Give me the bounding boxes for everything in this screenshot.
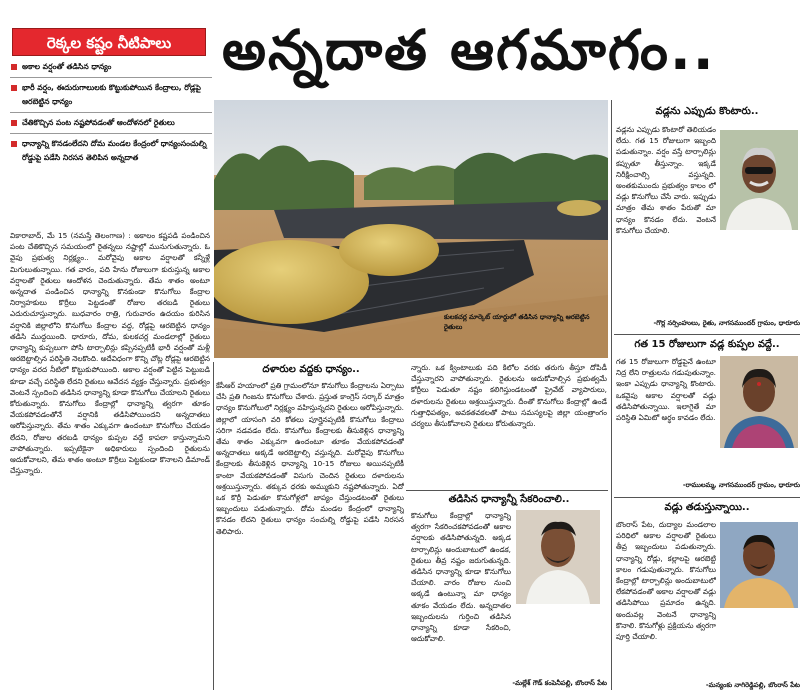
highlight-bullets	[10, 60, 212, 171]
farmer-portrait	[516, 510, 600, 604]
section-divider	[614, 497, 800, 498]
farmer-portrait	[720, 356, 798, 448]
farmer-portrait	[720, 130, 798, 230]
sidebar-caption-1: -గొర్ల నర్సింహులు, రైతు, నాగసముందర్ గ్రామం, ధారూరు	[653, 319, 800, 327]
sidebar-body-3: బొంరాస్ పేట, దుద్యాల మండలాల పరిధిలో అకాల వర్షాలతో రైతులు తీవ్ర ఇబ్బందులు పడుతున్నారు. ధాన్యాన్ని రోడ్లు, కల్లాలపై ఆరబెట్టి కాలం గడుపుతున్నారు. కొనుగోలు కేంద్రాల్లో టార్పాలిన్లు అందుబాటులో లేకపోవడంతో అకాల వర్షాలతో వడ్లు తడిసిపోయి ప్రమాదం ఉన్నది. అందువల్ల వెంటనే ధాన్యాన్ని కొనాలి. కొనుగోళ్లు ప్రక్రియను త్వరగా పూర్తి చేయాలి.	[616, 520, 716, 642]
sidebar-title-3: వడ్లు తడుస్తున్నాయి..	[664, 502, 750, 513]
column-divider	[213, 362, 214, 690]
sidebar-caption-2: -రాములమ్మ, నాగసముందర్ గ్రామం, ధారూరు	[682, 481, 800, 489]
sidebar-body-1: వడ్లను ఎప్పుడు కొంటారో తెలియడం లేదు. గత 15 రోజులుగా ఇబ్బంది పడుతున్నాం. వర్షం వస్తే టార్పాలిన్లు కప్పుతూ తీస్తున్నాం. ఇక్కడే నిరీక్షించాల్సి వస్తున్నది. అంతకుముందు ప్రభుత్వం కాలం లో వడ్లు కొనుగోలు చేసే వారు. ఇప్పుడు మాత్రం తేమ శాతం పేరుతో మా ధాన్యం కొనడం లేదు. వెంటనే కొనుగోలు చేయాలి.	[616, 125, 716, 235]
middle-column-2: న్నారు. ఒక క్వింటాలుకు పది కిలోల వరకు తరుగు తీస్తూ దోపిడీ చేస్తున్నారని వాపోతున్నారు. రైతులను ఆదుకోవాల్సిన ప్రభుత్వమే కోర్రీలు పెడుతూ నష్టం కలిగిస్తుండటంతో ప్రైవేట్ వ్యాపారులు, దళారులను రైతులు ఆశ్రయిస్తున్నారు. దీంతో కొనుగోలు కేంద్రాల్లో ఉండే గుత్తాధిపత్యం, అవకతవకలతో పాటు సమస్యలపై జిల్లా యంత్రాంగం చర్యలు తీసుకోవాలని రైతులు కోరుతున్నారు.	[411, 363, 607, 429]
middle-subhead: దళారుల వద్దకు ధాన్యం..	[262, 364, 360, 375]
page-headline: అన్నదాత ఆగమాగం..	[222, 18, 716, 82]
bullet-item: ధాన్యాన్ని కొనడంలేదని దోమ మండల కేంద్రంలో ధాన్యంసంచుల్ని రోడ్డుపై పడేసి నిరసన తెలిపిన అన్నదాత	[10, 137, 212, 168]
sidebar-body-2: గత 15 రోజులుగా రోడ్డపైనే ఉంటూ నిద్ర లేని రాత్రులను గడుపుతున్నాం. ఇంకా ఎప్పుడు ధాన్యాన్ని కొంటారు. ఒకవైపు అకాల వర్షాలతో వడ్లు తడిసిపోతున్నాయి. ఇలాగైతే మా పరిస్థితి ఏమిటో అర్థం కావడం లేదు.	[616, 357, 716, 423]
section-divider	[406, 490, 608, 491]
column-divider	[611, 100, 612, 690]
left-story-column: వికారాబాద్, మే 15 (నమస్తే తెలంగాణ) : అకాలం కష్టపడి పండించిన పంట చేతికొచ్చిన సమయంలో రైతన్నలు నష్టాల్లో మునుగుతున్నారు. ఓ వైపు ప్రభుత్వ నిర్లక్ష్యం.. మరోవైపు అకాల వర్షాలతో కన్నీళ్లే మిగులుతున్నాయి. గత వారం, పది హేను రోజులుగా కురుస్తున్న అకాల వర్షాలతో రైతులు ఆందోళన చెందుతున్నారు. తేమ శాతం అంటూ అన్నదాత పండించిన ధాన్యాన్ని కొనకుండా కొనుగోలు కేంద్రాల నిర్వాహకులు కొర్రీలు పెట్టడంతో రోజుల తరబడి రైతులు ఎదురుచూస్తున్నారు. బుధవారం రాత్రి, గురువారం ఉదయం కురిసిన వర్షానికి జిల్లాలోని కొనుగోలు కేంద్రాల వద్ద, రోడ్లపై ఆరబెట్టిన ధాన్యం తడిసి ముద్దయింది. ధారూరు, దోమ, కులకచర్ల మండలాల్లో రైతులు ధాన్యాన్ని కుప్పలుగా పోసి టార్పాలిన్లు కప్పినప్పటికీ భారీ వర్షంతో మళ్లీ ఆరబెట్టాల్సిన పరిస్థితి నెలకొంది. అదేవిధంగా కొన్ని చోట్ల రోడ్లపై ఆరబెట్టిన ధాన్యం వరద నీటిలో కొట్టుకుపోయింది. అకాల వర్షంతో పెట్టిన పెట్టుబడి కూడా వచ్చే పరిస్థితి లేదని రైతులు ఆవేదన వ్యక్తం చేస్తున్నారు. ప్రభుత్వం వెంటనే స్పందించి తడిసిన ధాన్యాన్ని కూడా కొనుగోలు చేయాలని రైతులు కోరుతున్నారు. కొనుగోలు కేంద్రాల్లో ధాన్యాన్ని త్వరగా తూకం వేయకపోవడంతోనే వర్షానికి తడిసిపోయిందని అన్నదాతలు ఆరోపిస్తున్నారు. తేమ శాతం ఎక్కువగా ఉందంటూ కొనుగోలు చేయడం లేదని, రోజుల తరబడి ధాన్యం కుప్పల వద్దే కాపలా కాస్తున్నామని వాపోతున్నారు. ఇప్పటికైనా అధికారులు స్పందించి రైతులను ఆదుకోవాలని, తేమ శాతం అంటూ కొర్రీలు పెట్టకుండా కొనాలని డిమాండ్ చేస్తున్నారు.	[10, 231, 210, 476]
section-divider	[614, 334, 800, 335]
main-photo	[214, 100, 608, 358]
sidebar-caption-3: -మన్యంకు నాగిరెడ్డిపల్లి, బొంరాస్ పేట	[705, 681, 800, 689]
quote-title: తడిసిన ధాన్యాన్నీ సేకరించాలి..	[448, 494, 570, 505]
bullet-item: అకాల వర్షంతో తడిసిన ధాన్యం	[10, 60, 212, 78]
section-tag: రెక్కల కష్టం నీటిపాలు	[12, 28, 206, 56]
bullet-item: చేతికొచ్చిన పంట నష్టపోవడంతో ఆందోళనలో రైతులు	[10, 116, 212, 134]
sidebar-title-2: గత 15 రోజులుగా వడ్ల కుప్పల వద్దే..	[634, 339, 780, 350]
farmer-portrait	[720, 522, 798, 608]
quote-caption: -మల్లేశ్ గౌడ్ కంపెనీపల్లి, బొంరాస్ పేట	[512, 679, 607, 687]
sidebar-title-1: వడ్లను ఎప్పుడు కొంటారు..	[655, 106, 759, 117]
middle-column-1: కేసీఆర్ హయాంలో ప్రతి గ్రామంలోనూ కొనుగోలు కేంద్రాలను ఏర్పాటు చేసి ప్రతి గింజను కొనుగోలు చేశారు. ప్రస్తుత కాంగ్రెస్ సర్కార్ మాత్రం ధాన్యం కొనుగోలులో నిర్లక్ష్యం వహిస్తున్నదని రైతులు ఆరోపిస్తున్నారు. జిల్లాలో యాసంగి వరి కోతలు పూర్తైనప్పటికీ కొనుగోలు కేంద్రాలు సరిగా నడవడం లేదు. కొనుగోలు కేంద్రాలకు తీసుకెళ్లిన ధాన్యాన్ని తేమ శాతం ఎక్కువగా ఉందంటూ తూకం వేయకపోవడంతో అన్నదాతలు అక్కడే ఆరబెట్టాల్సి వస్తున్నది. మరోవైపు కొనుగోలు కేంద్రాలకు తీసుకెళ్లిన ధాన్యాన్ని 10-15 రోజులు అయినప్పటికీ కాంటా వేయకపోవడంతో విసుగు చెందిన రైతులు దళారులను ఆశ్రయిస్తున్నారు. తక్కువ ధరకు అమ్ముకుని నష్టపోతున్నారు. ఏదో ఒక కొర్రీ పెడుతూ కొనుగోళ్లలో జాప్యం చేస్తుండటంతో రైతులు ఇబ్బందులు పడుతున్నారు. దోమ మండల కేంద్రంలో ధాన్యాన్ని కొనడం లేదని రైతులు ధాన్యం సంచుల్ని రోడ్డుపై పడేసి నిరసన తెలిపారు.	[216, 381, 404, 536]
photo-caption: కులకచర్ల మార్కెట్ యార్డులో తడిసిన ధాన్యాన్ని ఆరబెట్టిన రైతులు	[444, 313, 590, 331]
quote-body: కొనుగోలు కేంద్రాల్లో ధాన్యాన్ని త్వరగా సేకరించకపోవడంతో అకాల వర్షాలకు తడిసిపోతున్నది. అక్కడ టార్పాలిన్లు అందుబాటులో ఉండక, రైతులు తీవ్ర నష్టం జరుగుతున్నది. తడిసిన ధాన్యాన్ని కూడా కొనుగోలు చేయాలి. వారం రోజుల నుంచి అక్కడే ఉంటున్నా మా ధాన్యం తూకం వేయడం లేదు. అన్నదాతల ఇబ్బందులను గుర్తించి తడిసిన ధాన్యాన్ని కూడా సేకరించి, ఆదుకోవాలి.	[411, 511, 511, 644]
bullet-item: భారీ వర్షం, ఈదురుగాలులకు కొట్టుకుపోయిన కేంద్రాలు, రోడ్లపై ఆరబెట్టిన ధాన్యం	[10, 81, 212, 113]
